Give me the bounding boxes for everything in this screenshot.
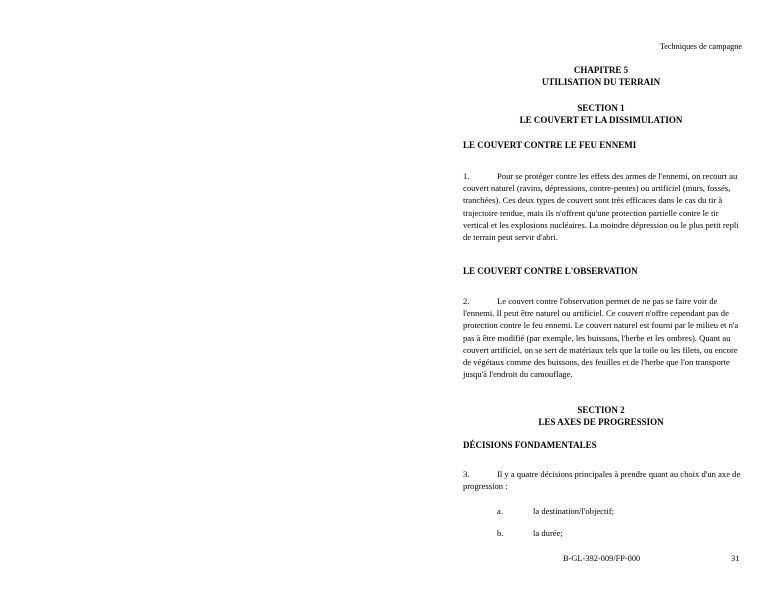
chapter-heading [461,64,741,88]
page-number: 31 [731,554,740,563]
heading-fundamental-decisions: DÉCISIONS FONDAMENTALES [463,440,597,450]
list-item-letter: a. [497,506,503,516]
section-2-title: LES AXES DE PROGRESSION [538,417,664,427]
list-item [497,505,614,517]
paragraph-3-number: 3. [463,469,470,479]
section-1-title: LE COUVERT ET LA DISSIMULATION [519,115,683,125]
paragraph-3-text: Il y a quatre décisions principales à prendre quant au choix d'un axe de progression : [463,469,741,492]
section-2-heading [461,404,741,428]
section-2-number: SECTION 2 [577,405,625,415]
paragraph-2-number: 2. [463,296,470,306]
section-1-number: SECTION 1 [577,103,625,113]
paragraph-1 [463,170,745,243]
paragraph-1-text: Pour se protéger contre les effets des armes de l'ennemi, on recourt au couvert naturel (ravins, dépressions, contre-pentes) ou artificiel (murs, fossés, tranchées). Ces deux types de couvert sont très efficaces dans le cas du tir à trajectoire tendue, mais ils n'offrent qu'une protection partielle contre le tir vertical et les explosions nucléaires. La moindre dépression ou le plus petit repli de terrain peut servir d'abri. [463,171,739,243]
heading-cover-against-observation: LE COUVERT CONTRE L'OBSERVATION [463,266,638,276]
list-item-text: la durée; [533,528,563,538]
paragraph-2-text: Le couvert contre l'observation permet de ne pas se faire voir de l'ennemi. Il peut être naturel ou artificiel. Ce couvert n'offre cependant pas de protection contre le feu ennemi. Le couvert naturel est fourni par le milieu et n'a pas à être modifié (par exemple, les buissons, l'herbe et les ombres). Quant au couvert artificiel, on se sert de matériaux tels que la toile ou les filets, ou encore de végétaux comme des buissons, des feuilles et de l'herbe que l'on transporte jusqu'à l'endroit du camouflage. [463,296,739,380]
heading-cover-against-fire: LE COUVERT CONTRE LE FEU ENNEMI [463,140,637,150]
list-item-letter: b. [497,528,504,538]
running-head: Techniques de campagne [659,42,742,51]
chapter-title: UTILISATION DU TERRAIN [541,77,661,87]
paragraph-1-number: 1. [463,171,470,181]
document-code: B-GL-392-009/FP-000 [563,554,641,563]
chapter-number: CHAPITRE 5 [573,65,629,75]
section-1-heading [461,102,741,126]
paragraph-2 [463,295,745,380]
paragraph-3 [463,468,745,492]
list-item [497,527,563,539]
list-item-text: la destination/l'objectif; [533,506,615,516]
